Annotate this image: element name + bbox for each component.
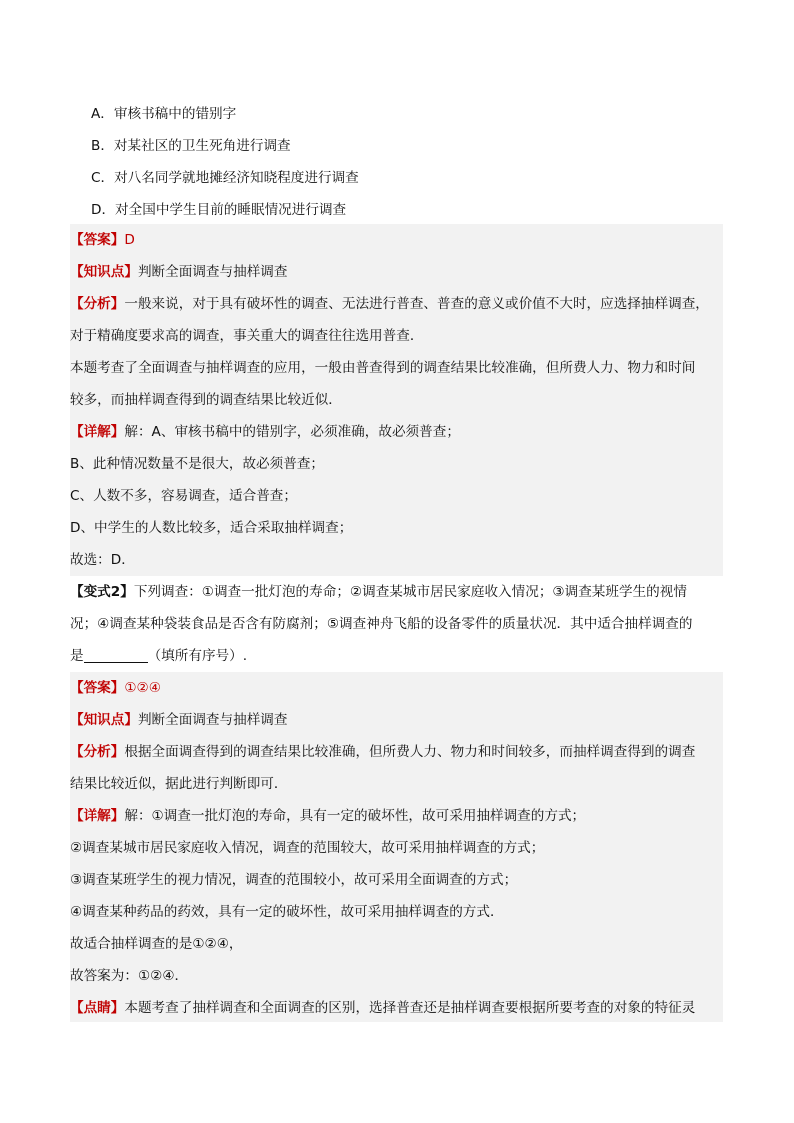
comment-text: 本题考查了抽样调查和全面调查的区别，选择普查还是抽样调查要根据所要考查的对象的特征灵: [124, 1000, 696, 1016]
knowledge-tag: 【知识点】: [70, 264, 138, 280]
detail-line: 解：①调查一批灯泡的寿命，具有一定的破坏性，故可采用抽样调查的方式；: [124, 808, 586, 824]
answer-row: [70, 224, 723, 256]
option-c: C．对八名同学就地摊经济知晓程度进行调查: [91, 170, 359, 186]
detail-tag: 【详解】: [70, 808, 125, 824]
detail-line: 解：A、审核书稿中的错别字，必须准确，故必须普查；: [124, 424, 460, 440]
option-d: D．对全国中学生目前的睡眠情况进行调查: [91, 202, 347, 218]
detail-tag: 【详解】: [70, 424, 125, 440]
option-b: B．对某社区的卫生死角进行调查: [91, 138, 291, 154]
answer-value: ①②④: [124, 680, 161, 696]
question-tag: 【变式2】: [70, 584, 134, 600]
analysis-tag: 【分析】: [70, 744, 125, 760]
question-row: [70, 576, 723, 608]
answer-row: [70, 672, 723, 704]
analysis-row: [70, 288, 723, 320]
analysis-tag: 【分析】: [70, 296, 125, 312]
analysis-line: 一般来说，对于具有破坏性的调查、无法进行普查、普查的意义或价值不大时，应选择抽样调查，: [124, 296, 709, 312]
detail-row: [70, 800, 723, 832]
question-row: [70, 640, 723, 672]
detail-line: B、此种情况数量不是很大，故必须普查；: [70, 448, 723, 480]
answer-tag: 【答案】: [70, 680, 125, 696]
analysis-line: 根据全面调查得到的调查结果比较准确，但所费人力、物力和时间较多，而抽样调查得到的调查: [124, 744, 696, 760]
analysis-line: 本题考查了全面调查与抽样调查的应用，一般由普查得到的调查结果比较准确，但所费人力、物力和时间: [70, 352, 723, 384]
detail-line: ④调查某种药品的药效，具有一定的破坏性，故可采用抽样调查的方式．: [70, 896, 723, 928]
answer-tag: 【答案】: [70, 232, 125, 248]
analysis-line: 结果比较近似，据此进行判断即可．: [70, 768, 723, 800]
detail-line: C、人数不多，容易调查，适合普查；: [70, 480, 723, 512]
knowledge-tag: 【知识点】: [70, 712, 138, 728]
detail-line: 故适合抽样调查的是①②④，: [70, 928, 723, 960]
detail-line: D、中学生的人数比较多，适合采取抽样调查；: [70, 512, 723, 544]
comment-row: [70, 992, 723, 1022]
detail-line: ②调查某城市居民家庭收入情况，调查的范围较大，故可采用抽样调查的方式；: [70, 832, 723, 864]
knowledge-value: 判断全面调查与抽样调查: [137, 264, 288, 280]
question-line: （填所有序号）.: [147, 648, 248, 664]
analysis-line: 对于精确度要求高的调查，事关重大的调查往往选用普查．: [70, 320, 723, 352]
question-line: 况；④调查某种袋装食品是否含有防腐剂；⑤调查神舟飞船的设备零件的质量状况．其中适合抽样调查的: [70, 608, 723, 640]
detail-row: [70, 416, 723, 448]
comment-tag: 【点睛】: [70, 1000, 125, 1016]
knowledge-row: [70, 704, 723, 736]
detail-line: 故选：D．: [70, 544, 723, 576]
analysis-row: [70, 736, 723, 768]
knowledge-row: [70, 256, 723, 288]
question-line: 是: [70, 648, 84, 664]
answer-value: D: [124, 232, 135, 248]
option-a: A．审核书稿中的错别字: [91, 106, 237, 122]
detail-line: ③调查某班学生的视力情况，调查的范围较小，故可采用全面调查的方式；: [70, 864, 723, 896]
analysis-line: 较多，而抽样调查得到的调查结果比较近似．: [70, 384, 723, 416]
knowledge-value: 判断全面调查与抽样调查: [137, 712, 288, 728]
detail-line: 故答案为：①②④．: [70, 960, 723, 992]
question-line: 下列调查：①调查一批灯泡的寿命；②调查某城市居民家庭收入情况；③调查某班学生的视情: [133, 584, 687, 600]
answer-blank: [84, 646, 148, 663]
